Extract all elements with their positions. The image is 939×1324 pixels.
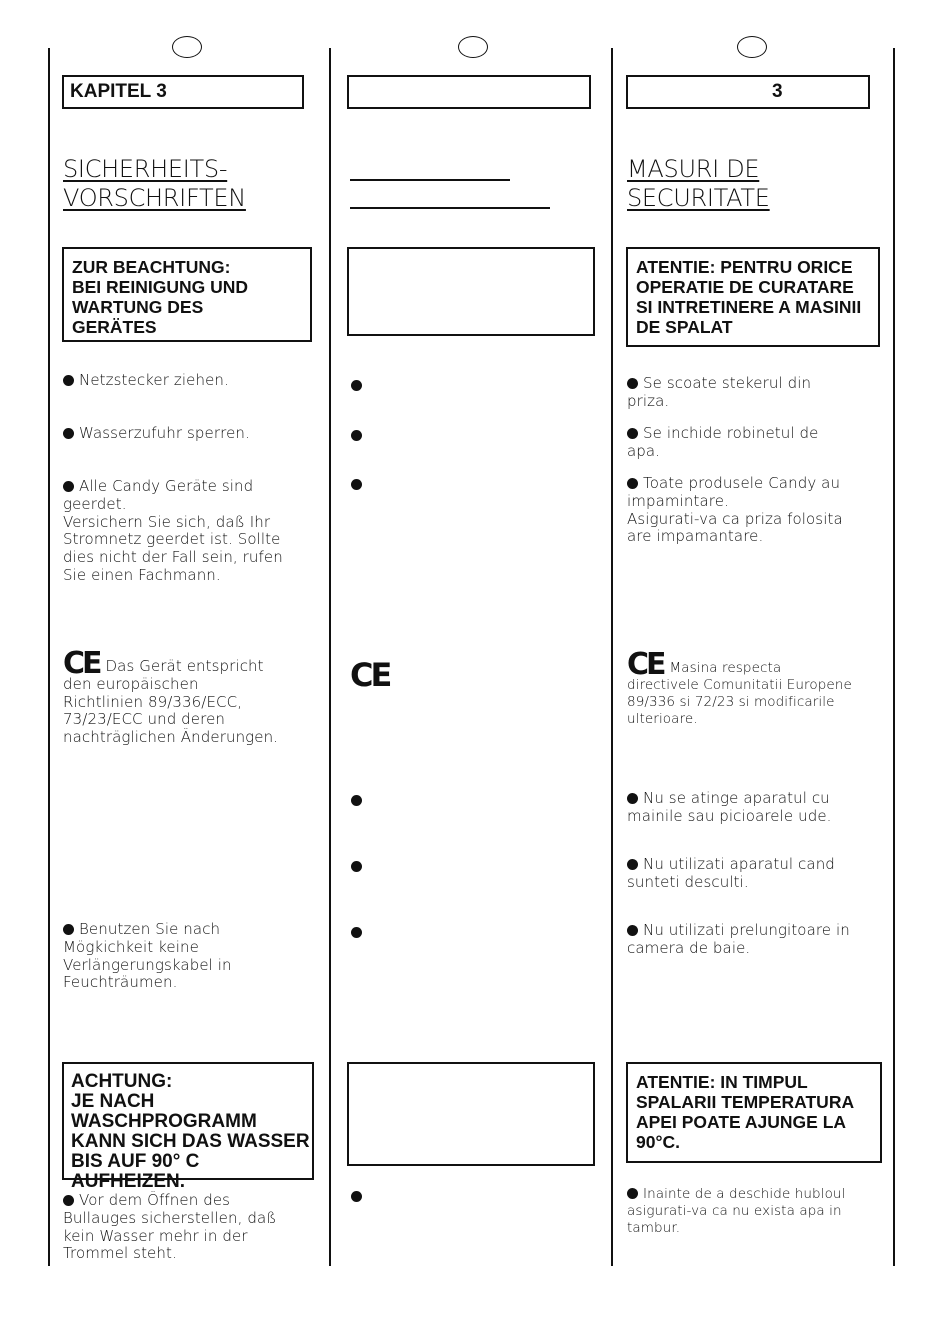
column-rule-2: [611, 48, 613, 1266]
ce-mark-icon: CE: [350, 656, 390, 694]
title-underline-2: [350, 207, 550, 209]
bullet-icon: [351, 380, 362, 391]
bullet-icon: [63, 481, 74, 492]
chapter-box-2: [347, 75, 591, 109]
warning-box-temperature: ACHTUNG: JE NACH WASCHPROGRAMM KANN SICH DAS WASSER BIS AUF 90° C AUFHEIZEN.: [62, 1062, 314, 1180]
warning-box-cleaning: ATENTIE: PENTRU ORICE OPERATIE DE CURATARE SI INTRETINERE A MASINII DE SPALAT: [626, 247, 880, 347]
warning-box-cleaning-empty: [347, 247, 595, 336]
section-title-3: [627, 155, 770, 213]
bullet-icon: [351, 1191, 362, 1202]
title-line-2: SECURITATE: [627, 184, 770, 212]
column-rule-1: [329, 48, 331, 1266]
safety-item: Nu se atinge aparatul cu mainile sau picioarele ude.: [627, 789, 832, 825]
safety-item: Alle Candy Geräte sind geerdet. Versichern Sie sich, daß Ihr Stromnetz geerdet ist. Sollte dies nicht der Fall sein, rufen Sie einen Fachmann.: [63, 477, 283, 584]
ce-mark-icon: CE: [63, 646, 100, 681]
title-line-2: VORSCHRIFTEN: [63, 184, 246, 212]
chapter-number: 3: [772, 81, 783, 102]
warning-box-cleaning: ZUR BEACHTUNG: BEI REINIGUNG UND WARTUNG DES GERÄTES: [62, 247, 312, 342]
language-circle-2: [458, 36, 488, 58]
bullet-icon: [63, 1195, 74, 1206]
safety-item: Se inchide robinetul de apa.: [627, 424, 819, 460]
bullet-icon: [351, 927, 362, 938]
bullet-icon: [63, 428, 74, 439]
safety-item: Vor dem Öffnen des Bullauges sicherstellen, daß kein Wasser mehr in der Trommel steht.: [63, 1191, 277, 1263]
bullet-icon: [627, 793, 638, 804]
title-underline-1: [350, 179, 510, 181]
bullet-icon: [351, 795, 362, 806]
title-line-1: MASURI DE: [627, 155, 760, 183]
safety-item: Benutzen Sie nach Mögkichkeit keine Verlängerungskabel in Feuchträumen.: [63, 920, 232, 992]
language-circle-1: [172, 36, 202, 58]
bullet-icon: [627, 478, 638, 489]
bullet-icon: [63, 924, 74, 935]
bullet-icon: [351, 861, 362, 872]
bullet-icon: [627, 428, 638, 439]
safety-item: Inainte de a deschide hubloul asigurati-va ca nu exista apa in tambur.: [627, 1186, 846, 1236]
title-line-1: SICHERHEITS-: [63, 155, 228, 183]
section-title-1: [63, 155, 246, 213]
safety-item: Se scoate stekerul din priza.: [627, 374, 812, 410]
safety-item: Nu utilizati prelungitoare in camera de baie.: [627, 921, 850, 957]
column-rule-left: [48, 48, 50, 1266]
safety-item: Netzstecker ziehen.: [63, 372, 323, 390]
bullet-icon: [627, 925, 638, 936]
ce-paragraph: CE Masina respecta directivele Comunitatii Europene 89/336 si 72/23 si modificarile ulterioare.: [627, 647, 852, 727]
bullet-icon: [627, 378, 638, 389]
chapter-box-3: [626, 75, 870, 109]
safety-item: Toate produsele Candy au impamintare. Asigurati-va ca priza folosita are impamantare.: [627, 474, 843, 546]
column-rule-right: [893, 48, 895, 1266]
chapter-label: KAPITEL 3: [70, 81, 167, 102]
bullet-icon: [63, 375, 74, 386]
chapter-box-1: [62, 75, 304, 109]
warning-box-temperature: ATENTIE: IN TIMPUL SPALARII TEMPERATURA APEI POATE AJUNGE LA 90°C.: [626, 1062, 882, 1163]
bullet-icon: [351, 479, 362, 490]
safety-item: Nu utilizati aparatul cand sunteti desculti.: [627, 855, 835, 891]
bullet-icon: [351, 430, 362, 441]
ce-mark-icon: CE: [627, 647, 664, 682]
bullet-icon: [627, 859, 638, 870]
language-circle-3: [737, 36, 767, 58]
bullet-icon: [627, 1188, 638, 1199]
safety-item: Wasserzufuhr sperren.: [63, 425, 323, 443]
warning-box-temperature-empty: [347, 1062, 595, 1166]
ce-paragraph: CE Das Gerät entspricht den europäischen Richtlinien 89/336/ECC, 73/23/ECC und deren nachträglichen Änderungen.: [63, 646, 279, 747]
